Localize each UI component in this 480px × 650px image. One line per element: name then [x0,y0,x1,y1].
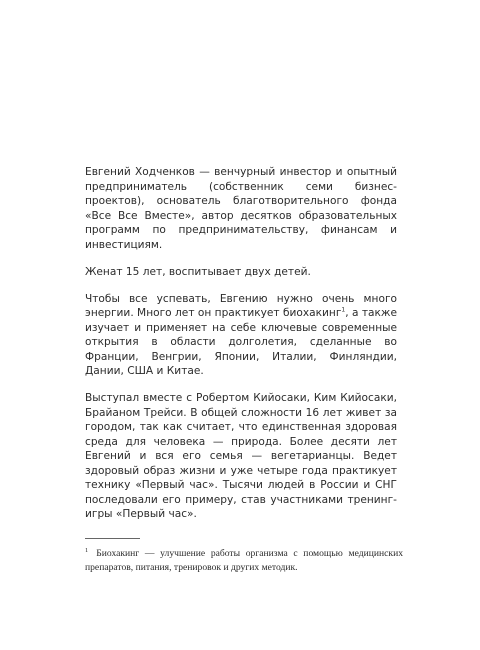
footnote-reference: 1 [341,306,346,314]
main-text [85,165,397,534]
footnote-divider [85,538,140,539]
paragraph-biohacking [85,292,397,379]
paragraph-biohacking-start: Чтобы все успевать, Евгению нужно очень много энергии. Много лет он практикует биохакинг [85,292,397,319]
paragraph-career: Выступал вместе с Робертом Кийосаки, Ким Кийосаки, Брайаном Трейси. В общей сложности 16 лет живет за городом, так как считает, что единственная здоровая среда для человека — природа. Более десяти лет Евгений и вся его семья — вегетарианцы. Ведет здоровый образ жизни и уже четыре года практикует технику «Первый час». Тысячи людей в России и СНГ последовали его примеру, став участниками тренинг-игры «Первый час». [85,392,397,520]
footnote [85,547,403,575]
paragraph-family: Женат 15 лет, воспитывает двух детей. [85,265,311,278]
footnote-text: Биохакинг — улучшение работы организма с помощью медицинских препаратов, питания, тренировок и других методик. [85,548,403,573]
footnote-mark: 1 [85,546,89,554]
paragraph-bio: Евгений Ходченков — венчурный инвестор и опытный предприниматель (собственник семи бизнес-проектов), основатель благотворительного фонда «Все Все Вместе», автор десятков образовательных программ по предпринимательству, финансам и инвестициям. [85,166,397,251]
paragraph-biohacking-end: , а также изучает и применяет на себе ключевые современные открытия в области долголетия, сделанные во Франции, Венгрии, Японии, Италии, Финляндии, Дании, США и Китае. [85,307,397,377]
